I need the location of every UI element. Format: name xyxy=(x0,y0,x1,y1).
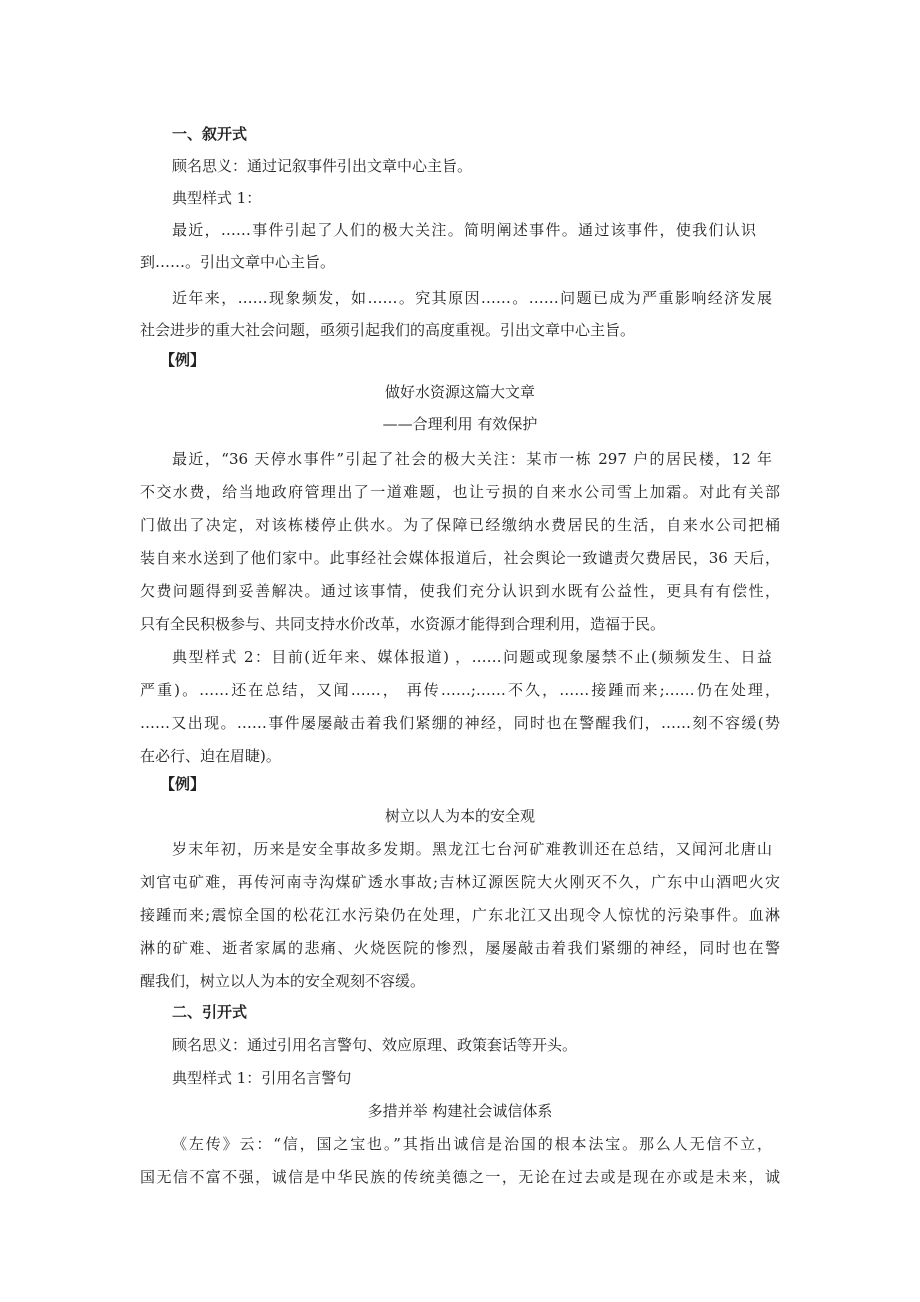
example-line: 岁末年初，历来是安全事故多发期。黑龙江七台河矿难教训还在总结，又闻河北唐山 xyxy=(172,840,772,858)
section-heading-1: 一、叙开式 xyxy=(172,125,248,143)
example-line: 最近，“36 天停水事件”引起了社会的极大关注：某市一栋 297 户的居民楼，12 年 xyxy=(172,450,772,468)
example-title: 多措并举 构建社会诚信体系 xyxy=(367,1102,553,1120)
example-line: 不交水费，给当地政府管理出了一道难题，也让亏损的自来水公司雪上加霜。对此有关部 xyxy=(140,483,780,501)
definition-text: 顾名思义：通过引用名言警句、效应原理、政策套话等开头。 xyxy=(172,1036,578,1054)
example-line: 欠费问题得到妥善解决。通过该事情，使我们充分认识到水既有公益性，更具有有偿性， xyxy=(140,582,780,600)
body-line: 社会进步的重大社会问题，亟须引起我们的高度重视。引出文章中心主旨。 xyxy=(140,321,636,339)
example-line: 淋的矿难、逝者家属的悲痛、火烧医院的惨烈，屡屡敲击着我们紧绷的神经，同时也在警 xyxy=(140,939,780,957)
style-label: 典型样式 1：引用名言警句 xyxy=(172,1069,352,1087)
example-line: 装自来水送到了他们家中。此事经社会媒体报道后，社会舆论一致谴责欠费居民，36 天后， xyxy=(140,549,780,567)
style-label: 典型样式 1： xyxy=(172,189,262,207)
example-title: 做好水资源这篇大文章 xyxy=(384,383,535,401)
body-line: ……又出现。……事件屡屡敲击着我们紧绷的神经，同时也在警醒我们，……刻不容缓(势 xyxy=(140,714,780,732)
example-line: 只有全民积极参与、共同支持水价改革，水资源才能得到合理利用，造福于民。 xyxy=(140,615,666,633)
section-heading-2: 二、引开式 xyxy=(172,1003,248,1021)
definition-text: 顾名思义：通过记叙事件引出文章中心主旨。 xyxy=(172,157,473,175)
example-line: 醒我们，树立以人为本的安全观刻不容缓。 xyxy=(140,972,426,990)
example-line: 《左传》云：“信，国之宝也。”其指出诚信是治国的根本法宝。那么人无信不立， xyxy=(172,1135,772,1153)
example-subtitle: ——合理利用 有效保护 xyxy=(382,415,538,433)
example-line: 刘官屯矿难，再传河南寺沟煤矿透水事故;吉林辽源医院大火刚灭不久，广东中山酒吧火灾 xyxy=(140,873,780,891)
body-line: 最近，……事件引起了人们的极大关注。简明阐述事件。通过该事件，使我们认识 xyxy=(172,221,756,239)
example-tag: 【例】 xyxy=(160,351,206,369)
body-line: 近年来，……现象频发，如……。究其原因……。……问题已成为严重影响经济发展 xyxy=(172,289,772,307)
body-line: 典型样式 2：目前(近年来、媒体报道) ，……问题或现象屡禁不止(频频发生、日益 xyxy=(172,648,772,666)
body-line: 到……。引出文章中心主旨。 xyxy=(140,253,336,271)
body-line: 在必行、迫在眉睫)。 xyxy=(140,747,281,765)
example-title: 树立以人为本的安全观 xyxy=(384,807,535,825)
example-line: 门做出了决定，对该栋楼停止供水。为了保障已经缴纳水费居民的生活，自来水公司把桶 xyxy=(140,516,780,534)
body-line: 严重)。……还在总结，又闻……， 再传……;……不久，……接踵而来;……仍在处理， xyxy=(140,681,780,699)
example-tag: 【例】 xyxy=(160,775,206,793)
example-line: 国无信不富不强，诚信是中华民族的传统美德之一，无论在过去或是现在亦或是未来，诚 xyxy=(140,1168,780,1186)
example-line: 接踵而来;震惊全国的松花江水污染仍在处理，广东北江又出现令人惊忧的污染事件。血淋 xyxy=(140,906,780,924)
